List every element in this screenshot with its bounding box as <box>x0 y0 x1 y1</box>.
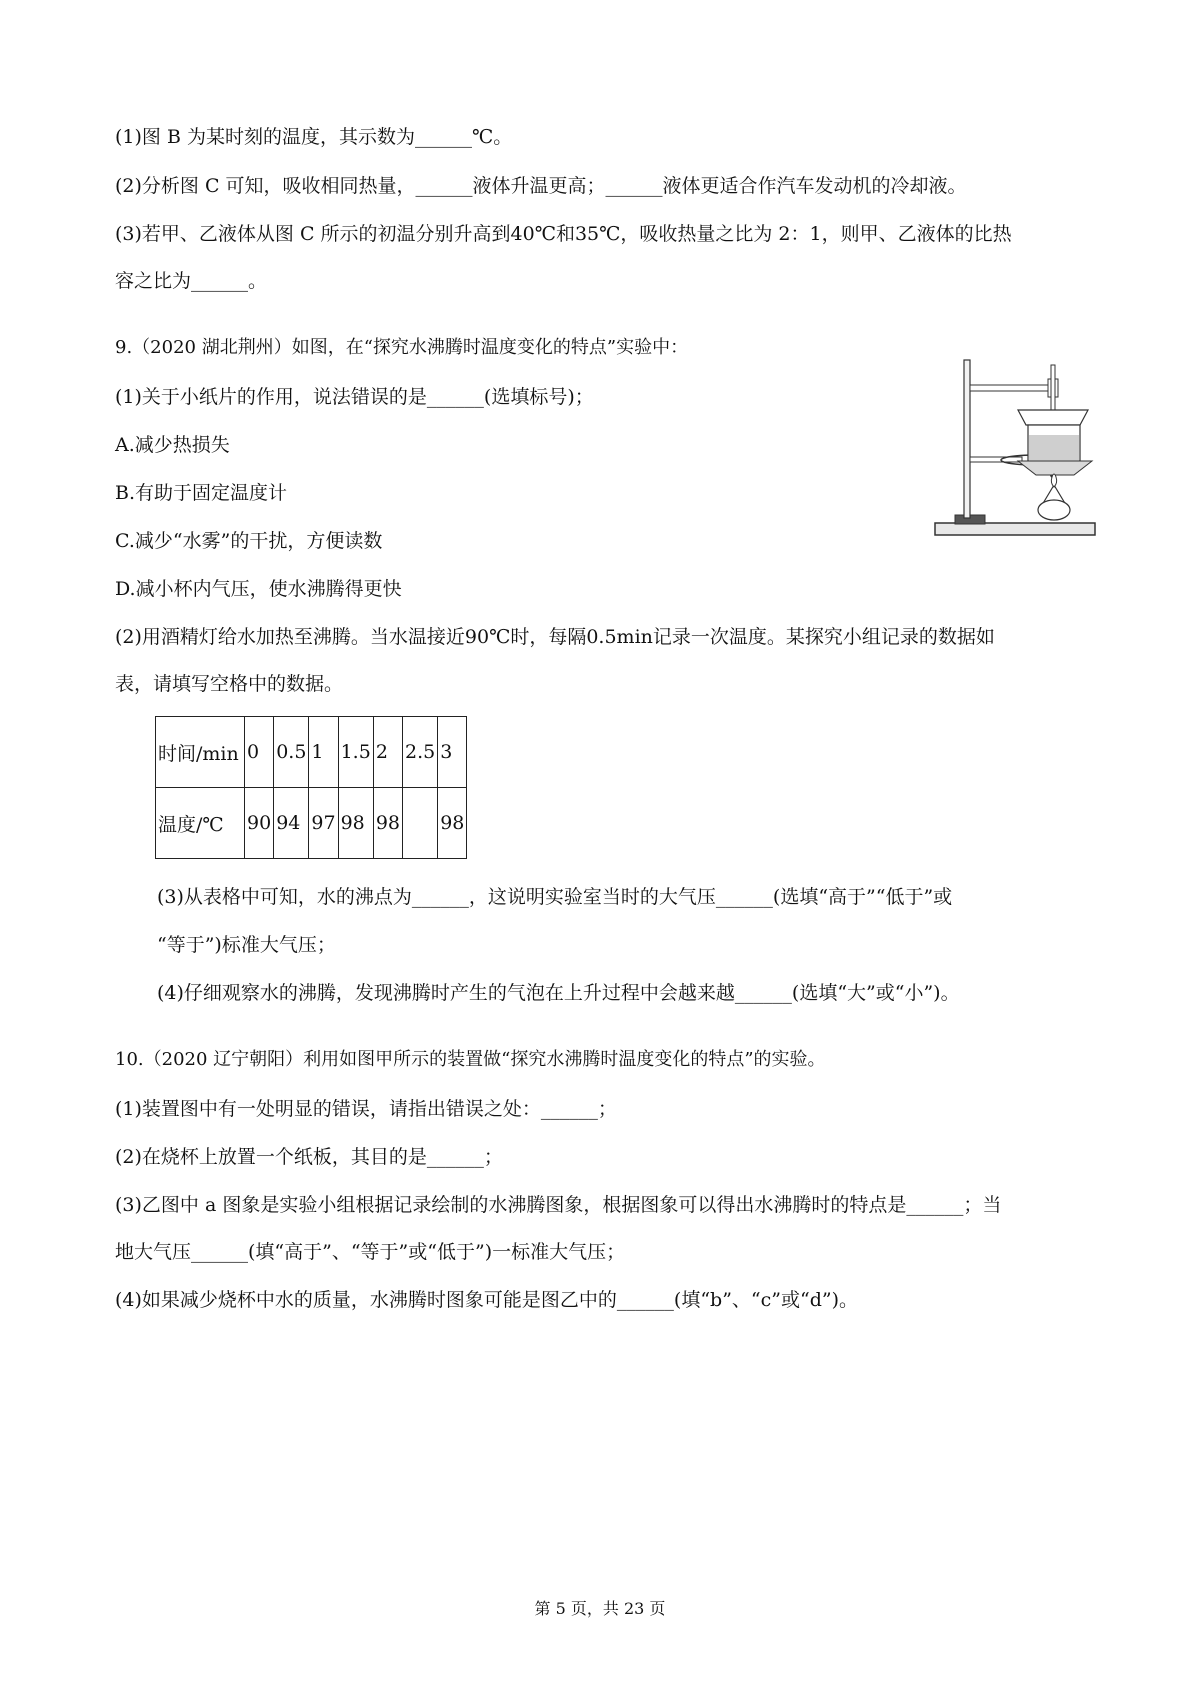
table-cell: 0 <box>245 717 274 788</box>
table-cell: 2.5 <box>403 717 438 788</box>
q9-option-d: D.减小杯内气压，使水沸腾得更快 <box>115 578 402 600</box>
table-cell: 98 <box>438 788 467 859</box>
q10-part2: (2)在烧杯上放置一个纸板，其目的是______； <box>115 1146 503 1168</box>
table-cell-blank <box>403 788 438 859</box>
q9-part4: (4)仔细观察水的沸腾，发现沸腾时产生的气泡在上升过程中会越来越______(选填“大”或“小”)。 <box>157 982 960 1004</box>
q10-part3-line1: (3)乙图中 a 图象是实验小组根据记录绘制的水沸腾图象，根据图象可以得出水沸腾时的特点是______；当 <box>115 1194 1002 1216</box>
q9-option-b: B.有助于固定温度计 <box>115 482 288 504</box>
q9-title: 9.（2020 湖北荆州）如图，在“探究水沸腾时温度变化的特点”实验中： <box>115 337 689 358</box>
q10-part1: (1)装置图中有一处明显的错误，请指出错误之处：______； <box>115 1098 617 1120</box>
table-header-time: 时间/min <box>156 717 245 788</box>
table-cell: 90 <box>245 788 274 859</box>
table-cell: 94 <box>274 788 309 859</box>
q10-part3-line2: 地大气压______(填“高于”、“等于”或“低于”)一标准大气压； <box>115 1241 626 1263</box>
table-cell: 97 <box>309 788 338 859</box>
table-cell: 98 <box>338 788 373 859</box>
temperature-data-table <box>155 716 467 859</box>
q10-title: 10.（2020 辽宁朝阳）利用如图甲所示的装置做“探究水沸腾时温度变化的特点”的实验。 <box>115 1049 826 1070</box>
q9-part3-line1: (3)从表格中可知，水的沸点为______，这说明实验室当时的大气压______(选填“高于”“低于”或 <box>157 886 953 908</box>
table-cell: 98 <box>373 788 402 859</box>
q8-part1: (1)图 B 为某时刻的温度，其示数为______℃。 <box>115 126 513 148</box>
q8-part3-line2: 容之比为______。 <box>115 270 268 292</box>
q9-part2-line2: 表，请填写空格中的数据。 <box>115 673 344 695</box>
q8-part2: (2)分析图 C 可知，吸收相同热量，______液体升温更高；______液体更适合作汽车发动机的冷却液。 <box>115 175 967 197</box>
table-cell: 1.5 <box>338 717 373 788</box>
table-cell: 1 <box>309 717 338 788</box>
q8-part3-line1: (3)若甲、乙液体从图 C 所示的初温分别升高到40℃和35℃，吸收热量之比为 2：1，则甲、乙液体的比热 <box>115 223 1012 245</box>
q9-option-c: C.减少“水雾”的干扰，方便读数 <box>115 530 383 552</box>
q10-part4: (4)如果减少烧杯中水的质量，水沸腾时图象可能是图乙中的______(填“b”、“c”或“d”)。 <box>115 1289 858 1311</box>
q9-part1: (1)关于小纸片的作用，说法错误的是______(选填标号)； <box>115 386 594 408</box>
q9-option-a: A.减少热损失 <box>115 434 230 456</box>
table-row <box>156 717 467 788</box>
q9-part3-line2: “等于”)标准大气压； <box>157 934 336 956</box>
table-cell: 3 <box>438 717 467 788</box>
table-cell: 0.5 <box>274 717 309 788</box>
q9-part2-line1: (2)用酒精灯给水加热至沸腾。当水温接近90℃时，每隔0.5min记录一次温度。某探究小组记录的数据如 <box>115 626 995 648</box>
table-row <box>156 788 467 859</box>
page-footer: 第 5 页，共 23 页 <box>534 1599 666 1618</box>
table-header-temperature: 温度/℃ <box>156 788 245 859</box>
table-cell: 2 <box>373 717 402 788</box>
boiling-apparatus-figure <box>930 355 1100 555</box>
